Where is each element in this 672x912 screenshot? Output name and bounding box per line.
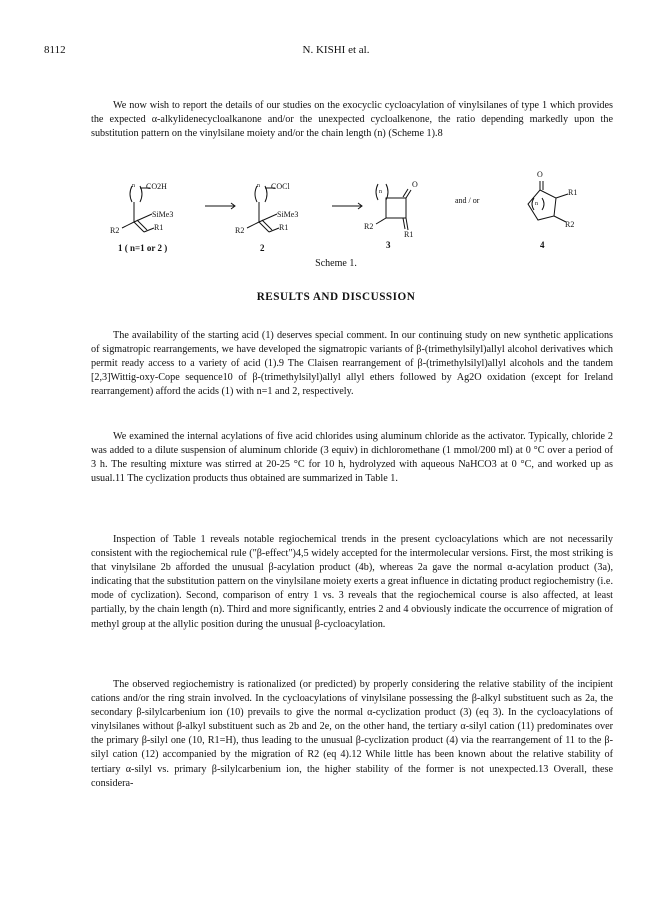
compound-2-label: 2 bbox=[260, 243, 265, 253]
compound-3-label: 3 bbox=[386, 240, 391, 250]
examined-text: We examined the internal acylations of five acid chlorides using aluminum chloride as the activator. Typically, chloride 2 was added to a dilute suspension of aluminum chloride (3 equiv) in dichloromethane (1 mmol/200 ml) at 0 °C over a period of 3 h. The resulting mixture was stirred at 20-25 °C for 10 h, hydrolyzed with aqueous NaHCO3 at 0 °C, and worked up as usual.11 The cyclization products thus obtained are summarized in Table 1. bbox=[91, 431, 613, 485]
availability-paragraph bbox=[91, 329, 613, 399]
c1-acid-label: CO2H bbox=[146, 182, 167, 191]
intro-paragraph bbox=[91, 99, 613, 141]
compound-1-structure bbox=[122, 186, 154, 232]
compound-4-structure bbox=[528, 181, 568, 222]
c4-n-label: n bbox=[535, 201, 538, 207]
regiochemistry-text: The observed regiochemistry is rationalized (or predicted) by properly considering the relative stability of the incipient cations and/or the ring strain involved. In the cycloacylations of vinylsilane possessing the β-alkyl substituent such as 2a, the secondary β-silylcarbenium ion (10) prevails to give the normal α-cyclization product (3) (eq 3). In the cycloacylations of vinylsilanes without β-alkyl substituent such as 2b and 2e, on the other hand, the tertiary α-silyl cation (11) predominates over the primary β-silyl one (10, R1=H), thus leading to the unusual β-cyclization product (4) via the rearrangement of 11 to the β-silyl cation (12) accompanied by the migration of R2 (eq 4).12 While little has been known about the relative stability of tertiary α-silyl vs. primary β-silylcarbenium ion, the higher stability of the former is not unexpected.13 Overall, these considera- bbox=[91, 679, 613, 789]
compound-1-label: 1 ( n=1 or 2 ) bbox=[118, 243, 168, 253]
c2-r1-label: R1 bbox=[279, 223, 289, 232]
examined-paragraph bbox=[91, 430, 613, 486]
scheme-1 bbox=[110, 170, 590, 278]
c3-n-label: n bbox=[379, 189, 382, 195]
c1-r2-label: R2 bbox=[110, 226, 120, 235]
c3-r1-label: R1 bbox=[404, 230, 414, 239]
intro-text: We now wish to report the details of our studies on the exocyclic cycloacylation of vinylsilanes of type 1 which provides the expected α-alkylidenecycloalkanone and/or the unexpected cycloalkenone, the ratio depending markedly upon the substitution pattern on the vinylsilane moiety and/or the chain length (n) (Scheme 1).8 bbox=[91, 100, 613, 140]
compound-2-structure bbox=[247, 186, 279, 232]
c4-oxygen-label: O bbox=[537, 170, 543, 179]
compound-4-label: 4 bbox=[540, 240, 545, 250]
c4-r1-label: R1 bbox=[568, 188, 578, 197]
c4-r2-label: R2 bbox=[565, 220, 575, 229]
availability-text: The availability of the starting acid (1) deserves special comment. In our continuing study on new synthetic applications of sigmatropic rearrangements, we have developed the sigmatropic variants of β-(trimethylsilyl)allyl alcohol derivatives which permit ready access to a variety of acid (1).9 The Claisen rearrangement of β-(trimethylsilyl)allyl alcohols and the tandem [2,3]Wittig-oxy-Cope sequence10 of β-(trimethylsilyl)allyl allyl ethers followed by Ag2O oxidation (except for Ireland rearrangement) afford the acids (1) with n=1 and 2, respectively. bbox=[91, 330, 613, 398]
c2-n-label: n bbox=[257, 183, 260, 189]
c1-r1-label: R1 bbox=[154, 223, 164, 232]
scheme-structures bbox=[110, 170, 590, 260]
page-number: 8112 bbox=[44, 44, 66, 56]
c2-si-label: SiMe3 bbox=[277, 210, 299, 219]
c2-r2-label: R2 bbox=[235, 226, 245, 235]
c3-r2-label: R2 bbox=[364, 222, 374, 231]
scheme-caption: Scheme 1. bbox=[315, 258, 357, 269]
c1-si-label: SiMe3 bbox=[152, 210, 174, 219]
inspection-paragraph bbox=[91, 533, 613, 632]
page-header bbox=[44, 44, 628, 60]
regiochemistry-paragraph bbox=[91, 678, 613, 791]
running-head: N. KISHI et al. bbox=[302, 44, 370, 56]
inspection-text: Inspection of Table 1 reveals notable regiochemical trends in the present cycloacylations which are not necessarily consistent with the regiochemical rule ("β-effect")4,5 widely accepted for the intermolecular versions. First, the most striking is that vinylsilane 2b afforded the unusual β-acylation product (4b), whereas 2a gave the normal α-acylation product (3a), indicating that the substitution pattern on the vinylsilane moiety exerts a great influence in dictating product regiochemistry (i.e. mode of cyclization). Second, comparison of entry 1 vs. 3 reveals that the regiochemical course is also affected, at least partially, by the chain length (n). Third and more significantly, entries 2 and 4 obviously indicate the occurrence of migration of methyl group at the allylic position during the unusual β-cycloacylation. bbox=[91, 534, 613, 630]
c1-n-label: n bbox=[132, 183, 135, 189]
and-or-label: and / or bbox=[455, 196, 480, 205]
c2-acyl-label: COCl bbox=[271, 182, 290, 191]
c3-oxygen-label: O bbox=[412, 180, 418, 189]
section-title: RESULTS AND DISCUSSION bbox=[256, 291, 416, 303]
